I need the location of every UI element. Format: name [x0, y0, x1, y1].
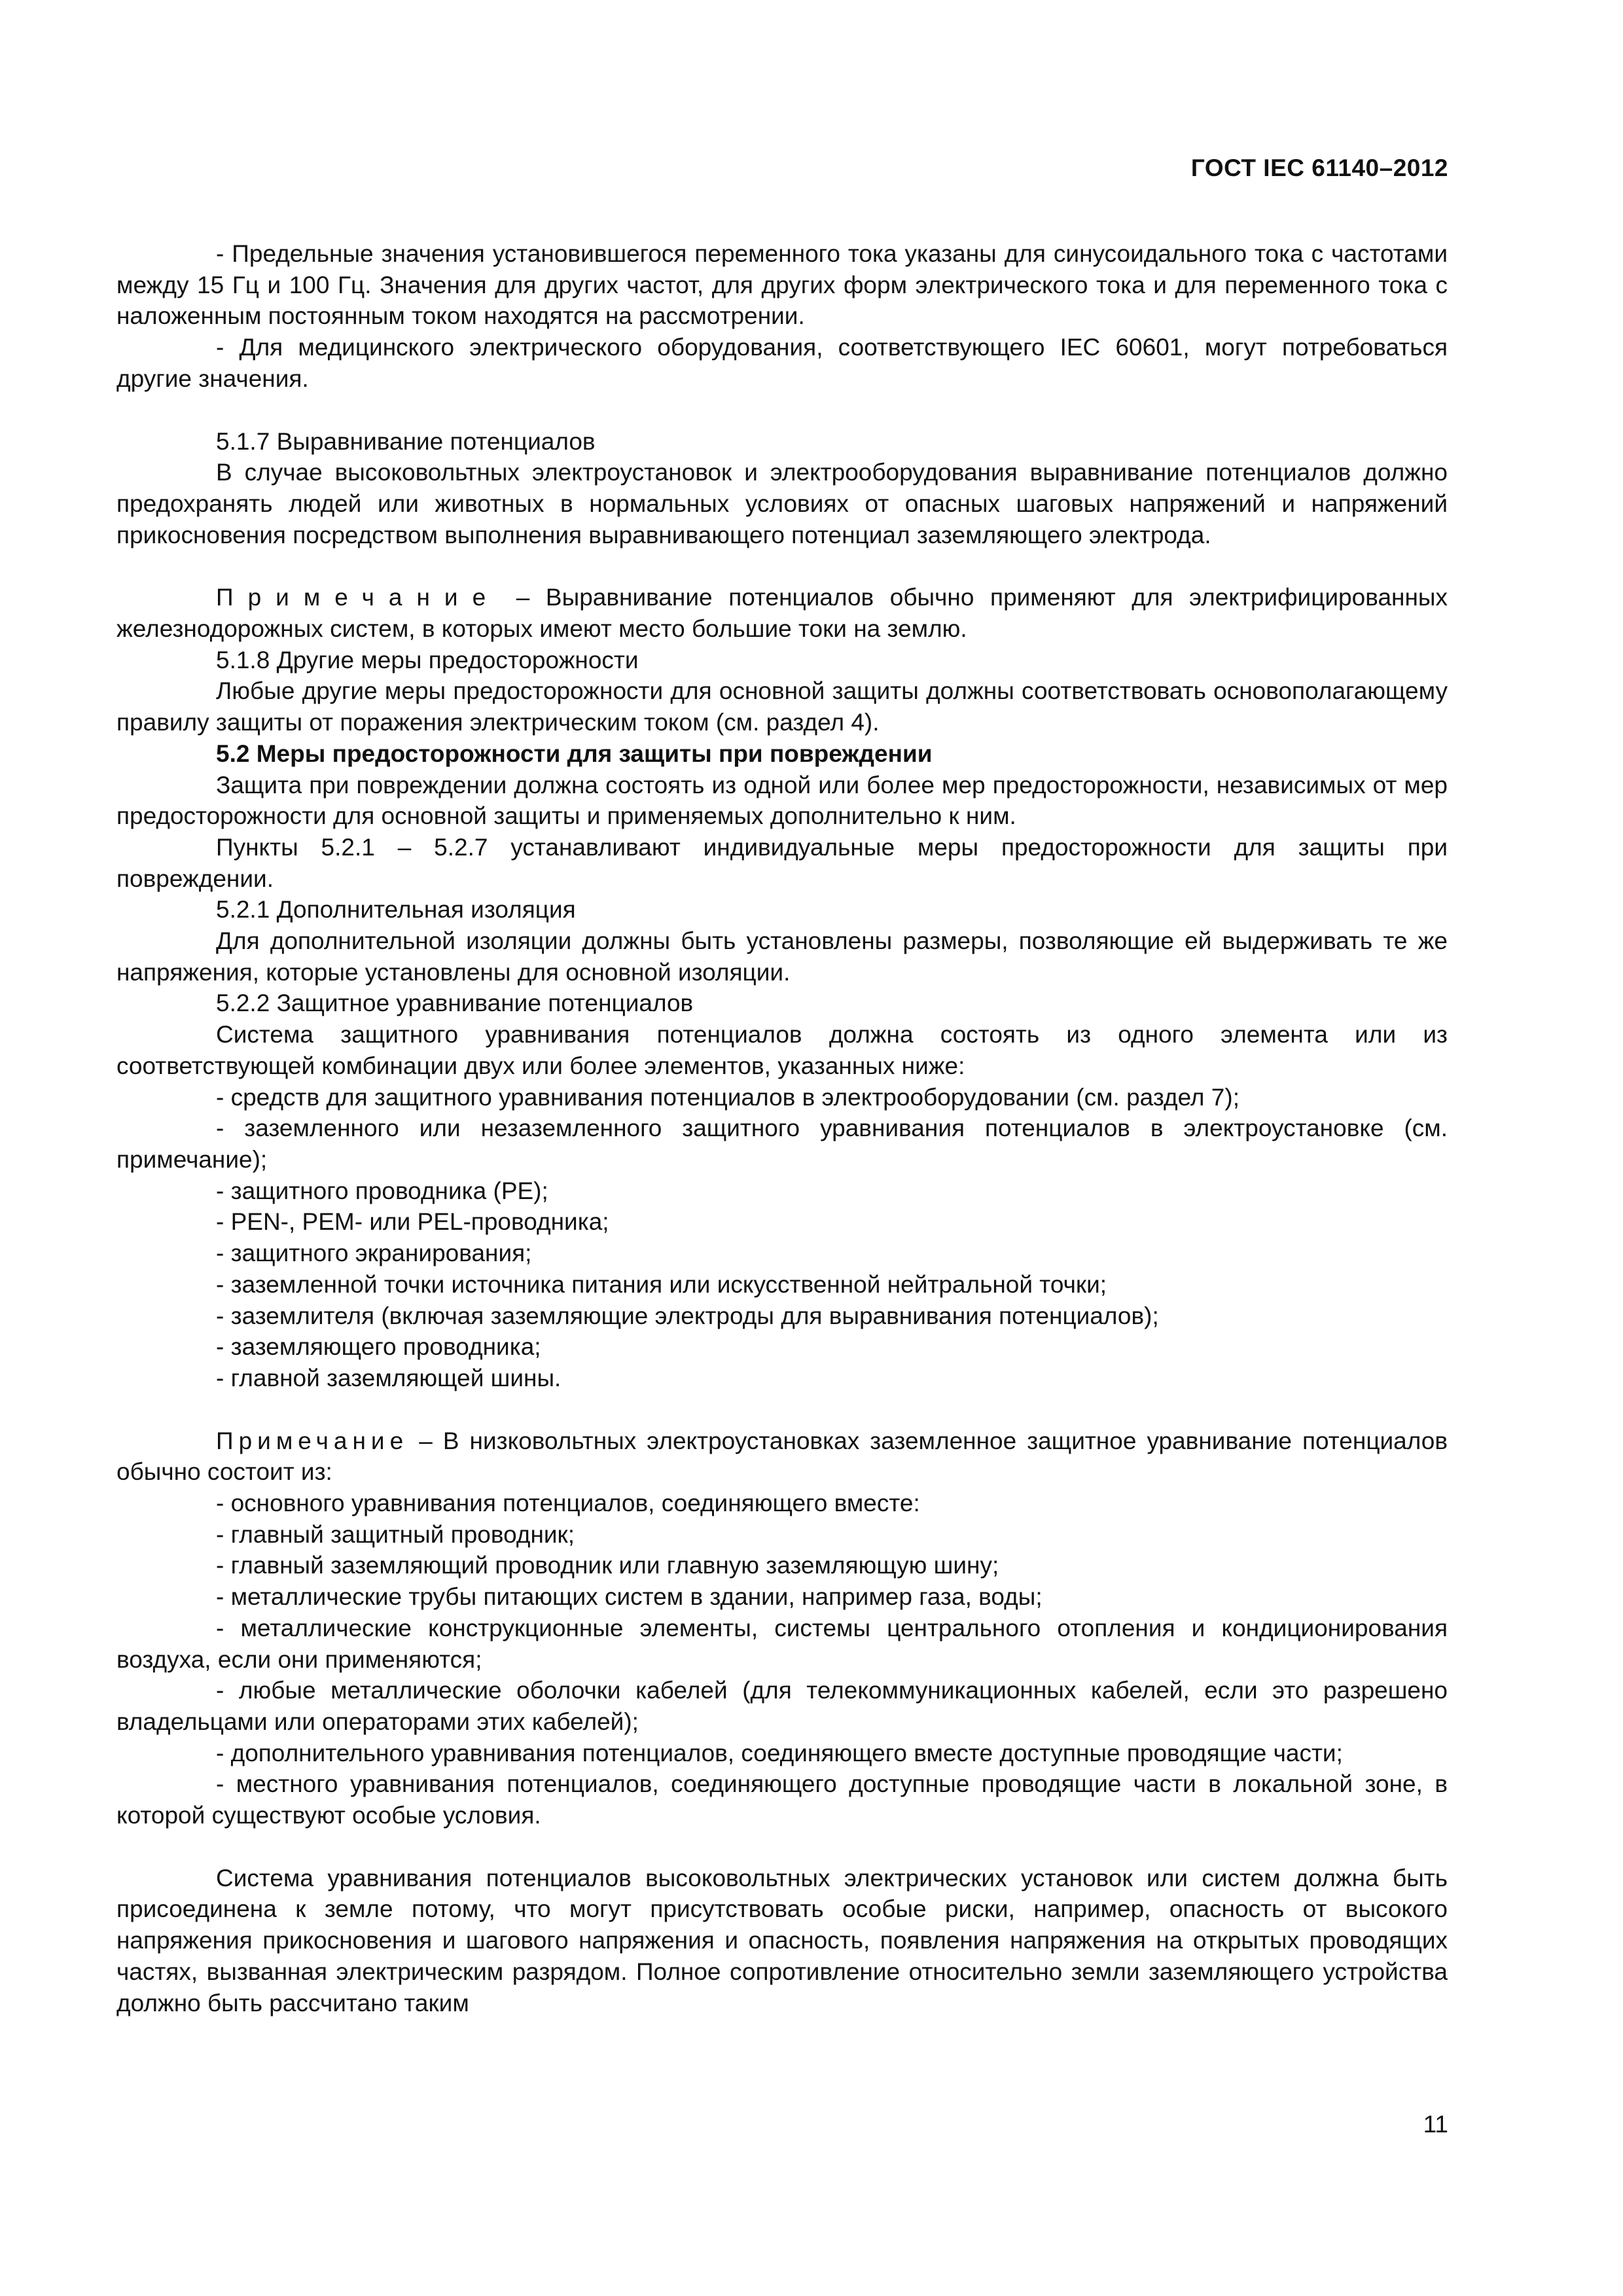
list-item: - защитного проводника (PE);	[216, 1177, 548, 1204]
note-text: – В низковольтных электроустановках заземленное защитное уравнивание потенциалов обычно состоит из:	[116, 1427, 1448, 1486]
paragraph-ac-frequency-limits: - Предельные значения установившегося переменного тока указаны для синусоидального тока с частотами между 15 Гц и 100 Гц. Значения для других частот, для других форм электрического тока и для переменного тока с наложенным постоянным током находятся на рассмотрении.	[116, 240, 1448, 330]
document-body	[116, 238, 1448, 2018]
document-header: ГОСТ IEC 61140–2012	[1190, 154, 1448, 181]
paragraph-equipotential-high-voltage: В случае высоковольтных электроустановок и электрооборудования выравнивание потенциалов должно предохранять людей или животных в нормальных условиях от опасных шаговых напряжений и напряжений прикосновения посредством выполнения выравнивающего потенциал заземляющего электрода.	[116, 459, 1448, 548]
list-item: - PEN-, PEM- или PEL-проводника;	[216, 1208, 609, 1236]
note-label: Примечание	[216, 584, 501, 611]
list-item: - дополнительного уравнивания потенциалов, соединяющего вместе доступные проводящие части;	[216, 1739, 1343, 1767]
list-item: - главной заземляющей шины.	[216, 1364, 562, 1391]
paragraph-high-voltage-grounding: Система уравнивания потенциалов высоковольтных электрических установок или систем должна быть присоединена к земле потому, что могут присутствовать особые риски, например, опасность от высокого напряжения прикосновения и шагового напряжения и опасность, появления напряжения на открытых проводящих частях, вызванная электрическим разрядом. Полное сопротивление относительно земли заземляющего устройства должно быть рассчитано таким	[116, 1864, 1448, 2017]
list-item: - заземлителя (включая заземляющие электроды для выравнивания потенциалов);	[216, 1302, 1159, 1329]
list-item: - металлические трубы питающих систем в здании, например газа, воды;	[216, 1583, 1043, 1611]
list-item: - заземляющего проводника;	[216, 1333, 541, 1361]
page-number: 11	[1423, 2111, 1448, 2138]
paragraph-medical-equipment: - Для медицинского электрического оборудования, соответствующего IEC 60601, могут потребоваться другие значения.	[116, 334, 1448, 392]
list-item: - местного уравнивания потенциалов, соединяющего доступные проводящие части в локальной зоне, в которой существуют особые условия.	[116, 1770, 1448, 1829]
list-item: - любые металлические оболочки кабелей (для телекоммуникационных кабелей, если это разрешено владельцами или операторами этих кабелей);	[116, 1677, 1448, 1735]
list-item: - главный защитный проводник;	[216, 1520, 575, 1548]
paragraph-protective-bonding-system: Система защитного уравнивания потенциалов должна состоять из одного элемента или из соответствующей комбинации двух или более элементов, указанных ниже:	[116, 1021, 1448, 1079]
paragraph-other-measures: Любые другие меры предосторожности для основной защиты должны соответствовать основополагающему правилу защиты от поражения электрическим током (см. раздел 4).	[116, 677, 1448, 736]
paragraph-fault-protection: Защита при повреждении должна состоять из одной или более мер предосторожности, независимых от мер предосторожности для основной защиты и применяемых дополнительно к ним.	[116, 771, 1448, 830]
section-heading-5-1-7: 5.1.7 Выравнивание потенциалов	[216, 427, 596, 455]
note-railway	[116, 582, 1448, 644]
note-text: – Выравнивание потенциалов обычно применяют для электрифицированных железнодорожных систем, в которых имеют место большие токи на землю.	[116, 584, 1448, 643]
list-item: - защитного экранирования;	[216, 1240, 532, 1267]
paragraph-supplementary-insulation: Для дополнительной изоляции должны быть установлены размеры, позволяющие ей выдерживать те же напряжения, которые установлены для основной изоляции.	[116, 927, 1448, 986]
note-label: Примечание	[216, 1427, 409, 1454]
list-item: - главный заземляющий проводник или главную заземляющую шину;	[216, 1552, 999, 1579]
paragraph-clauses-list: Пункты 5.2.1 – 5.2.7 устанавливают индивидуальные меры предосторожности для защиты при повреждении.	[116, 833, 1448, 892]
list-item: - основного уравнивания потенциалов, соединяющего вместе:	[216, 1490, 920, 1517]
list-item: - заземленного или незаземленного защитного уравнивания потенциалов в электроустановке (см. примечание);	[116, 1115, 1448, 1173]
note-low-voltage	[116, 1426, 1448, 1488]
list-item: - заземленной точки источника питания или искусственной нейтральной точки;	[216, 1270, 1107, 1298]
section-heading-5-2: 5.2 Меры предосторожности для защиты при повреждении	[216, 740, 933, 767]
list-item: - средств для защитного уравнивания потенциалов в электрооборудовании (см. раздел 7);	[216, 1083, 1240, 1111]
section-heading-5-1-8: 5.1.8 Другие меры предосторожности	[216, 646, 639, 673]
list-item: - металлические конструкционные элементы, системы центрального отопления и кондиционирования воздуха, если они применяются;	[116, 1614, 1448, 1673]
section-heading-5-2-2: 5.2.2 Защитное уравнивание потенциалов	[216, 990, 694, 1017]
section-heading-5-2-1: 5.2.1 Дополнительная изоляция	[216, 896, 576, 924]
